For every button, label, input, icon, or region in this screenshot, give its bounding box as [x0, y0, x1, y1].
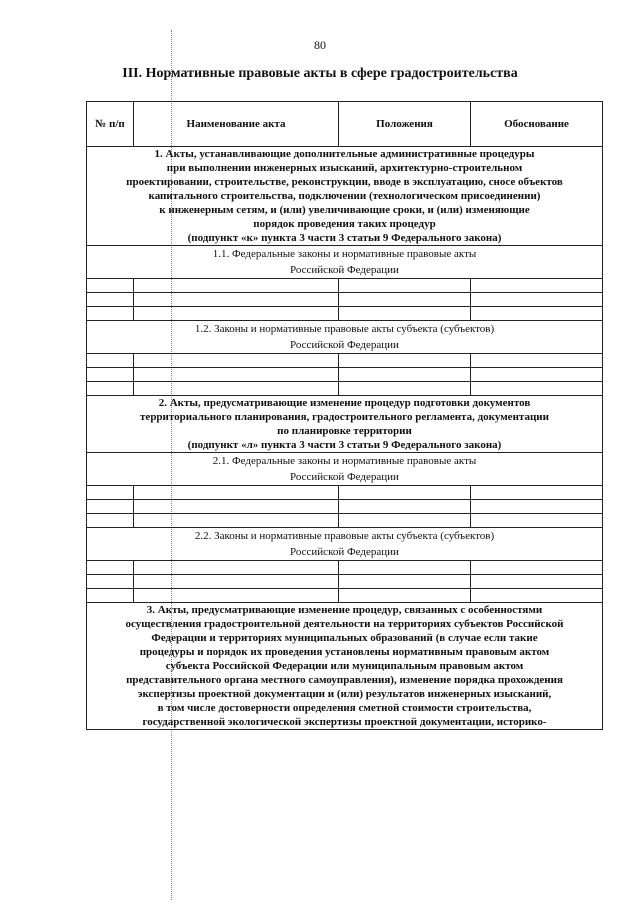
table-cell: [134, 368, 339, 382]
table-cell: [87, 382, 134, 396]
table-cell: [87, 307, 134, 321]
table-row: [87, 279, 603, 293]
table-cell: [87, 589, 134, 603]
page-number: 80: [314, 38, 326, 52]
subsection-1-1-heading: [87, 246, 603, 279]
table-cell: [134, 486, 339, 500]
table-cell: [87, 500, 134, 514]
table-row: [87, 382, 603, 396]
section-3-line: государственной экологической экспертизы проектной документации, историко-: [142, 716, 547, 728]
subsection-1-1-cell: [87, 246, 603, 279]
table-row: [87, 589, 603, 603]
table-cell: [87, 514, 134, 528]
table-cell: [471, 382, 603, 396]
table-cell: [471, 368, 603, 382]
table-cell: [134, 514, 339, 528]
table-cell: [87, 575, 134, 589]
table-cell: [134, 279, 339, 293]
section-3-line: Федерации и территориях муниципальных образований (в случае если такие: [151, 632, 538, 644]
table-cell: [339, 382, 471, 396]
section-2-line: по планировке территории: [277, 425, 412, 437]
section-1-line: капитального строительства, подключении (технологическом присоединении): [148, 190, 541, 202]
table-cell: [471, 575, 603, 589]
subsection-2-1-line: Российской Федерации: [290, 471, 399, 483]
table-row: [87, 514, 603, 528]
table-row: [87, 486, 603, 500]
section-1-line: порядок проведения таких процедур: [253, 218, 436, 230]
table-cell: [134, 293, 339, 307]
section-1-line: (подпункт «к» пункта 3 части 3 статьи 9 Федерального закона): [187, 232, 502, 244]
table-cell: [87, 561, 134, 575]
table-cell: [339, 514, 471, 528]
table-cell: [471, 486, 603, 500]
table-row: [87, 575, 603, 589]
table-cell: [134, 382, 339, 396]
header-num: № п/п: [87, 102, 134, 147]
table-cell: [339, 575, 471, 589]
subsection-2-2-cell: [87, 528, 603, 561]
section-2-line: 2. Акты, предусматривающие изменение процедур подготовки документов: [158, 397, 531, 409]
table-row: [87, 500, 603, 514]
section-1-heading: [87, 147, 603, 246]
section-3-line: процедуры и порядок их проведения установлены нормативным правовым актом: [139, 646, 550, 658]
subsection-2-2-line: Российской Федерации: [290, 546, 399, 558]
table-row: [87, 561, 603, 575]
table-cell: [471, 293, 603, 307]
table-cell: [339, 561, 471, 575]
section-3-line: 3. Акты, предусматривающие изменение процедур, связанных с особенностями: [146, 604, 543, 616]
subsection-1-1-line: 1.1. Федеральные законы и нормативные правовые акты: [212, 248, 477, 260]
table-cell: [134, 589, 339, 603]
table-cell: [471, 500, 603, 514]
section-3-line: представительного органа местного самоуправления), изменение порядка прохождения: [126, 674, 563, 686]
table-cell: [87, 368, 134, 382]
acts-table: [86, 101, 603, 730]
table-cell: [471, 514, 603, 528]
table-cell: [339, 293, 471, 307]
table-row: [87, 293, 603, 307]
table-cell: [471, 279, 603, 293]
table-cell: [339, 279, 471, 293]
header-provisions: Положения: [339, 102, 471, 147]
table-cell: [134, 561, 339, 575]
table-cell: [87, 293, 134, 307]
table-cell: [339, 500, 471, 514]
table-header-row: [87, 102, 603, 147]
subsection-2-1-heading: [87, 453, 603, 486]
table-cell: [471, 561, 603, 575]
table-cell: [134, 500, 339, 514]
section-1-line: проектировании, строительстве, реконструкции, вводе в эксплуатацию, сносе объектов: [126, 176, 563, 188]
table-cell: [87, 279, 134, 293]
section-1-heading-cell: [87, 147, 603, 246]
section-2-heading: [87, 396, 603, 453]
section-3-line: в том числе достоверности определения сметной стоимости строительства,: [157, 702, 532, 714]
table-cell: [134, 307, 339, 321]
table-cell: [87, 354, 134, 368]
table-cell: [339, 368, 471, 382]
table-cell: [339, 589, 471, 603]
section-1-line: при выполнении инженерных изысканий, архитектурно-строительном: [166, 162, 523, 174]
section-3-line: экспертизы проектной документации и (или) результатов инженерных изысканий,: [137, 688, 552, 700]
table-cell: [471, 307, 603, 321]
section-3-line: осуществления градостроительной деятельности на территориях субъектов Российской: [125, 618, 564, 630]
subsection-2-1-cell: [87, 453, 603, 486]
subsection-1-2-line: 1.2. Законы и нормативные правовые акты субъекта (субъектов): [194, 323, 495, 335]
header-name: Наименование акта: [134, 102, 339, 147]
table-cell: [339, 354, 471, 368]
table-cell: [471, 589, 603, 603]
table-row: [87, 307, 603, 321]
header-basis: Обоснование: [471, 102, 603, 147]
table-row: [87, 368, 603, 382]
section-3-heading-cell: [87, 603, 603, 730]
table-cell: [134, 575, 339, 589]
section-2-line: территориального планирования, градостроительного регламента, документации: [140, 411, 549, 423]
table-cell: [87, 486, 134, 500]
subsection-2-2-line: 2.2. Законы и нормативные правовые акты субъекта (субъектов): [194, 530, 495, 542]
table-cell: [339, 307, 471, 321]
subsection-2-1-line: 2.1. Федеральные законы и нормативные правовые акты: [212, 455, 477, 467]
section-3-heading: [87, 603, 603, 730]
section-1-line: к инженерным сетям, и (или) увеличивающие сроки, и (или) изменяющие: [159, 204, 530, 216]
subsection-1-2-cell: [87, 321, 603, 354]
section-2-line: (подпункт «л» пункта 3 части 3 статьи 9 Федерального закона): [187, 439, 502, 451]
subsection-1-1-line: Российской Федерации: [290, 264, 399, 276]
section-3-line: субъекта Российской Федерации или муниципальным правовым актом: [165, 660, 524, 672]
subsection-1-2-heading: [87, 321, 603, 354]
section-1-line: 1. Акты, устанавливающие дополнительные административные процедуры: [154, 148, 535, 160]
table-cell: [134, 354, 339, 368]
section-2-heading-cell: [87, 396, 603, 453]
page-title: III. Нормативные правовые акты в сфере градостроительства: [122, 66, 518, 81]
subsection-1-2-line: Российской Федерации: [290, 339, 399, 351]
subsection-2-2-heading: [87, 528, 603, 561]
table-cell: [471, 354, 603, 368]
table-row: [87, 354, 603, 368]
table-cell: [339, 486, 471, 500]
